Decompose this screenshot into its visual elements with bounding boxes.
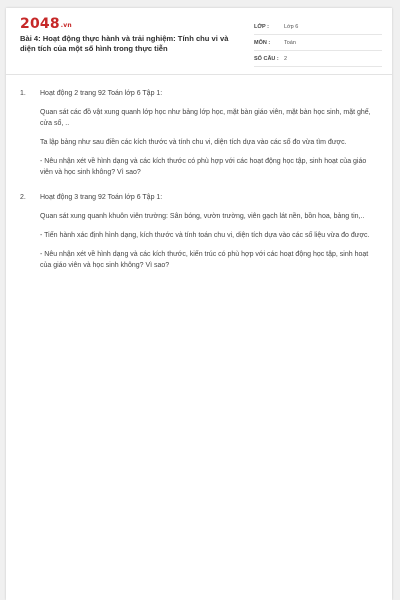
worksheet-page [6,8,392,600]
meta-value-subject: Toán [284,40,296,46]
question-number: 2. [20,194,26,201]
header-divider [6,74,392,75]
question-title: Hoạt động 3 trang 92 Toán lớp 6 Tập 1: [40,194,163,201]
site-logo[interactable] [20,16,72,32]
meta-value-count: 2 [284,56,288,62]
question-1 [20,88,378,178]
question-paragraph: - Nêu nhận xét về hình dạng và các kích thước có phù hợp với các hoạt động học tập, sinh hoạt của giáo viên và học sinh không? Vì sao? [40,158,367,176]
meta-value-class: Lớp 6 [284,24,299,30]
logo-text: 2048 [20,16,60,32]
lesson-title: Bài 4: Hoạt động thực hành và trải nghiệm: Tính chu vi và diện tích của một số hình trong thực tiễn [20,34,229,53]
question-paragraph: - Nêu nhận xét về hình dạng và các kích thước, kiến trúc có phù hợp với các hoạt động học tập, sinh hoạt của giáo viên và học sinh không? Vì sao? [40,251,369,269]
worksheet-header [6,8,392,72]
meta-label-count: SỐ CÂU : [254,56,279,62]
question-paragraph: - Tiến hành xác định hình dạng, kích thước và tính toán chu vi, diện tích dựa vào các số liệu vừa đo được. [40,232,370,239]
meta-row-subject [254,38,382,51]
question-title: Hoạt động 2 trang 92 Toán lớp 6 Tập 1: [40,90,163,97]
question-list [20,88,378,285]
meta-label-class: LỚP : [254,24,269,30]
question-2 [20,192,378,271]
question-paragraph: Quan sát xung quanh khuôn viên trường: Sân bóng, vườn trường, viên gạch lát nền, bồn hoa, bảng tin,.. [40,213,365,220]
meta-row-count [254,54,382,67]
question-paragraph: Ta lập bảng như sau điền các kích thước và tính chu vi, diện tích dựa vào các số đo vừa tìm được. [40,139,347,146]
question-paragraph: Quan sát các đồ vật xung quanh lớp học như bảng lớp học, mặt bàn giáo viên, mặt bàn học sinh, mặt ghế, cửa sổ, .. [40,109,371,127]
meta-row-class [254,22,382,35]
question-number: 1. [20,90,26,97]
logo-domain: .vn [60,22,72,29]
meta-label-subject: MÔN : [254,40,271,46]
